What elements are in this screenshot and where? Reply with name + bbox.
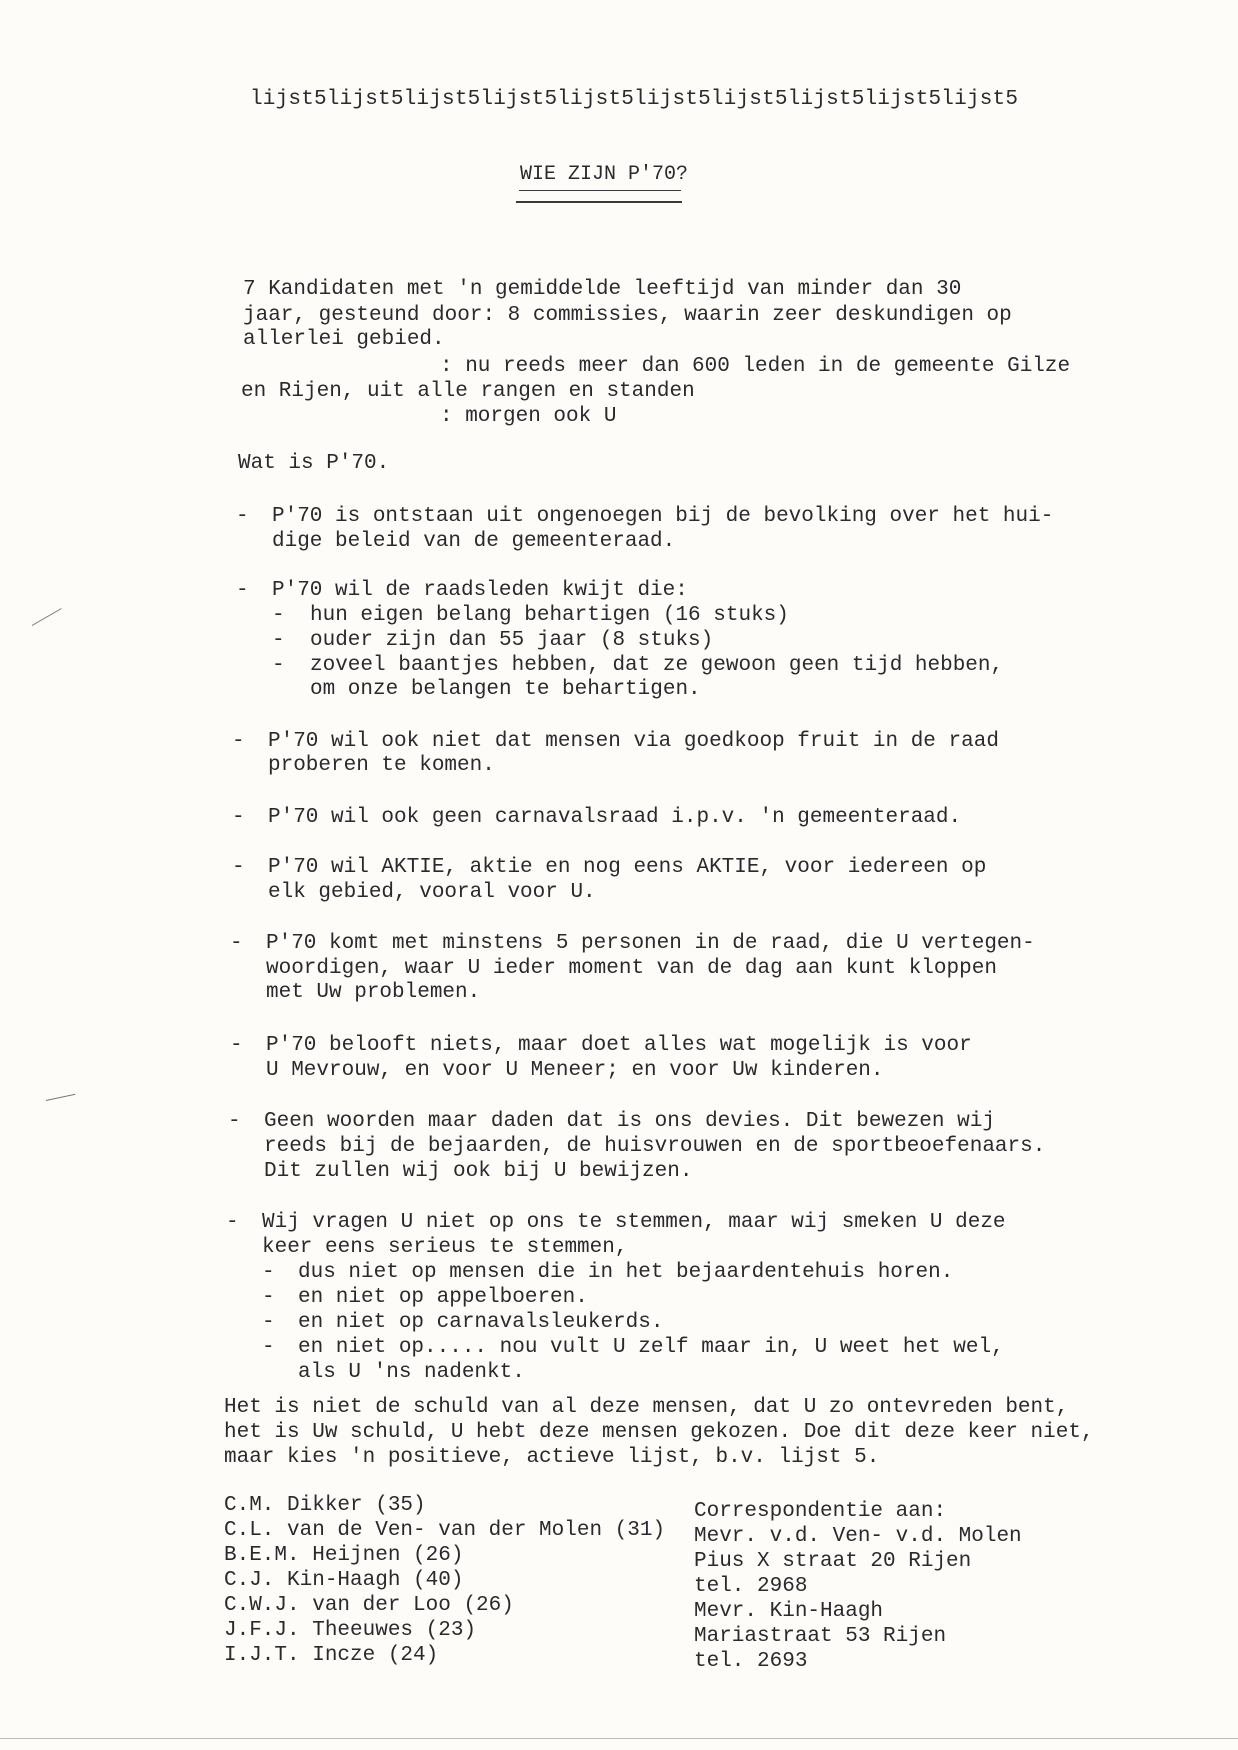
point-6-line-2: woordigen, waar U ieder moment van de dag aan kunt kloppen [266, 957, 997, 980]
bullet-dash: - [230, 932, 243, 955]
question-heading: Wat is P'70. [238, 452, 390, 475]
point-2-sub-2: ouder zijn dan 55 jaar (8 stuks) [310, 629, 714, 652]
bullet-dash: - [232, 806, 245, 829]
point-9-sub-4b: als U 'ns nadenkt. [298, 1361, 525, 1384]
sub-bullet-dash: - [262, 1311, 275, 1334]
correspondence-line: tel. 2693 [694, 1650, 808, 1673]
sub-bullet-dash: - [262, 1261, 275, 1284]
intro-line-5: en Rijen, uit alle rangen en standen [241, 380, 695, 403]
point-3-line-1: P'70 wil ook niet dat mensen via goedkoop fruit in de raad [268, 730, 999, 753]
point-9-sub-2: en niet op appelboeren. [298, 1286, 588, 1309]
candidate-name: C.M. Dikker (35) [224, 1494, 426, 1517]
sub-bullet-dash: - [272, 604, 285, 627]
title-underline-1 [519, 190, 681, 191]
point-7-line-1: P'70 belooft niets, maar doet alles wat mogelijk is voor [266, 1034, 972, 1057]
point-7-line-2: U Mevrouw, en voor U Meneer; en voor Uw kinderen. [266, 1059, 884, 1082]
point-5-line-2: elk gebied, vooral voor U. [268, 881, 596, 904]
point-9-line-1: Wij vragen U niet op ons te stemmen, maar wij smeken U deze [262, 1211, 1006, 1234]
intro-line-4: : nu reeds meer dan 600 leden in de gemeente Gilze [440, 355, 1071, 378]
point-6-line-3: met Uw problemen. [266, 981, 481, 1004]
intro-line-3: allerlei gebied. [243, 328, 445, 351]
point-1-line-1: P'70 is ontstaan uit ongenoegen bij de bevolking over het hui- [272, 505, 1054, 528]
intro-line-6: : morgen ook U [440, 405, 617, 428]
point-9-line-2: keer eens serieus te stemmen, [262, 1236, 628, 1259]
point-9-sub-3: en niet op carnavalsleukerds. [298, 1311, 664, 1334]
correspondence-line: Mariastraat 53 Rijen [694, 1625, 947, 1648]
header-banner: lijst5lijst5lijst5lijst5lijst5lijst5lijst5lijst5lijst5lijst5 [250, 88, 1019, 111]
title-underline-2 [516, 201, 682, 203]
scan-mark-left-lower [46, 1094, 76, 1101]
point-8-line-1: Geen woorden maar daden dat is ons devies. Dit bewezen wij [264, 1110, 995, 1133]
bottom-edge-line [0, 1738, 1238, 1739]
closing-line-1: Het is niet de schuld van al deze mensen, dat U zo ontevreden bent, [224, 1396, 1069, 1419]
bullet-dash: - [236, 579, 249, 602]
point-1-line-2: dige beleid van de gemeenteraad. [272, 530, 676, 553]
scan-mark-left-upper [32, 608, 62, 626]
page-title: WIE ZIJN P'70? [520, 163, 689, 186]
candidate-name: B.E.M. Heijnen (26) [224, 1544, 464, 1567]
point-2-line-1: P'70 wil de raadsleden kwijt die: [272, 579, 688, 602]
correspondence-line: tel. 2968 [694, 1575, 808, 1598]
bullet-dash: - [228, 1110, 241, 1133]
intro-line-2: jaar, gesteund door: 8 commissies, waarin zeer deskundigen op [243, 304, 1012, 327]
point-9-sub-4a: en niet op..... nou vult U zelf maar in, U weet het wel, [298, 1336, 1004, 1359]
point-8-line-2: reeds bij de bejaarden, de huisvrouwen en de sportbeoefenaars. [264, 1135, 1046, 1158]
closing-line-3: maar kies 'n positieve, actieve lijst, b.v. lijst 5. [224, 1446, 880, 1469]
sub-bullet-dash: - [262, 1286, 275, 1309]
point-6-line-1: P'70 komt met minstens 5 personen in de raad, die U vertegen- [266, 932, 1035, 955]
closing-line-2: het is Uw schuld, U hebt deze mensen gekozen. Doe dit deze keer niet, [224, 1421, 1094, 1444]
candidate-name: C.L. van de Ven- van der Molen (31) [224, 1519, 666, 1542]
point-5-line-1: P'70 wil AKTIE, aktie en nog eens AKTIE, voor iedereen op [268, 856, 987, 879]
point-8-line-3: Dit zullen wij ook bij U bewijzen. [264, 1160, 693, 1183]
bullet-dash: - [232, 856, 245, 879]
point-2-sub-3a: zoveel baantjes hebben, dat ze gewoon geen tijd hebben, [310, 654, 1004, 677]
point-3-line-2: proberen te komen. [268, 754, 495, 777]
candidate-name: C.W.J. van der Loo (26) [224, 1594, 514, 1617]
bullet-dash: - [230, 1034, 243, 1057]
point-4-line-1: P'70 wil ook geen carnavalsraad i.p.v. 'n gemeenteraad. [268, 806, 962, 829]
point-2-sub-1: hun eigen belang behartigen (16 stuks) [310, 604, 789, 627]
correspondence-heading: Correspondentie aan: [694, 1500, 947, 1523]
candidate-name: I.J.T. Incze (24) [224, 1644, 439, 1667]
correspondence-line: Pius X straat 20 Rijen [694, 1550, 972, 1573]
bullet-dash: - [232, 730, 245, 753]
point-9-sub-1: dus niet op mensen die in het bejaardentehuis horen. [298, 1261, 954, 1284]
sub-bullet-dash: - [272, 629, 285, 652]
sub-bullet-dash: - [262, 1336, 275, 1359]
intro-line-1: 7 Kandidaten met 'n gemiddelde leeftijd van minder dan 30 [243, 278, 962, 301]
point-2-sub-3b: om onze belangen te behartigen. [310, 678, 701, 701]
candidate-name: C.J. Kin-Haagh (40) [224, 1569, 464, 1592]
bullet-dash: - [226, 1211, 239, 1234]
candidate-name: J.F.J. Theeuwes (23) [224, 1619, 477, 1642]
bullet-dash: - [236, 505, 249, 528]
correspondence-line: Mevr. v.d. Ven- v.d. Molen [694, 1525, 1022, 1548]
correspondence-line: Mevr. Kin-Haagh [694, 1600, 884, 1623]
sub-bullet-dash: - [272, 654, 285, 677]
